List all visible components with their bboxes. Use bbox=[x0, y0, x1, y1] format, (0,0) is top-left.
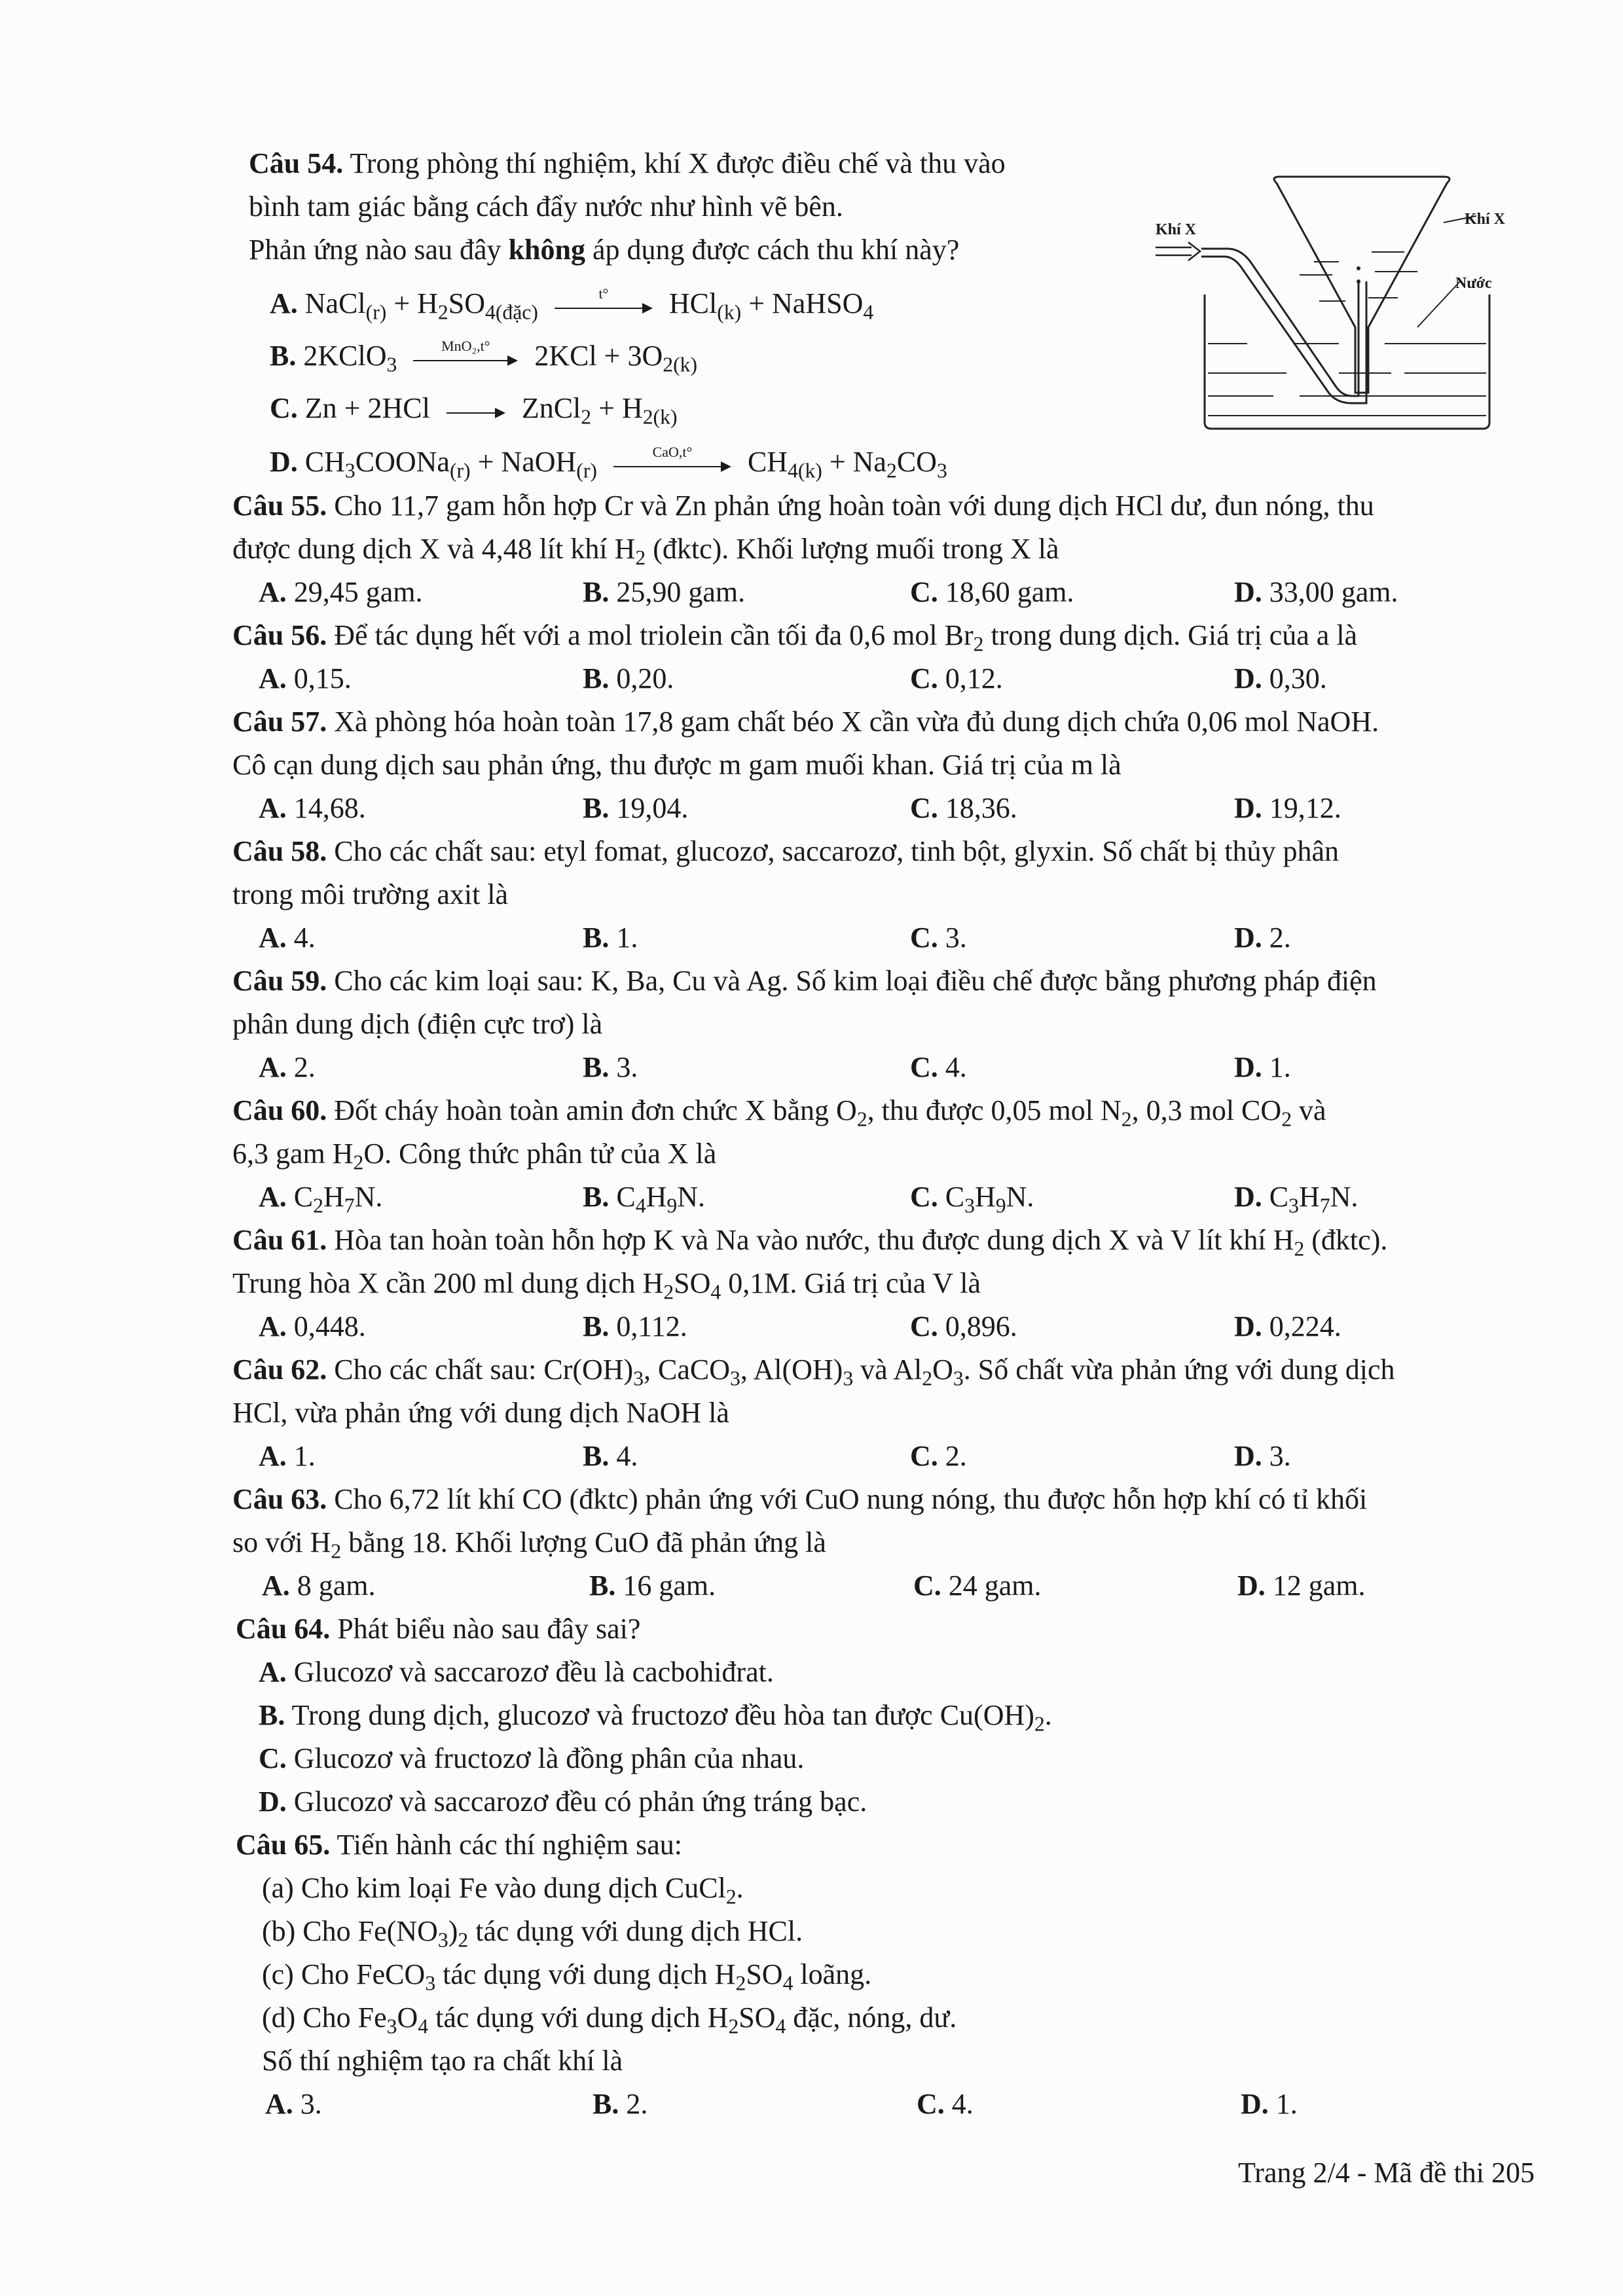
reaction-arrow-icon: t° bbox=[555, 293, 653, 319]
q60-option-a: A. $C_2H_7N$. bbox=[259, 1181, 383, 1217]
q58-option-c: C. 3. bbox=[910, 922, 967, 954]
apparatus-illustration bbox=[1142, 164, 1509, 439]
q61-option-c: C. 0,896. bbox=[910, 1310, 1017, 1342]
q60-number: Câu 60. bbox=[232, 1094, 327, 1126]
q57-option-c: C. 18,36. bbox=[910, 792, 1017, 824]
q54-option-a: A. NaCl$_{(r)}$ + $H_2SO_{4(đặc)}$ t° HCl$_{(k)}$ + NaHSO$_4$ bbox=[270, 285, 874, 324]
q61-number: Câu 61. bbox=[232, 1224, 327, 1256]
reaction-arrow-icon: CaO,t° bbox=[613, 452, 731, 478]
q56-option-d: D. 0,30. bbox=[1234, 662, 1327, 694]
q55-option-c: C. 18,60 gam. bbox=[910, 576, 1074, 608]
q56-option-b: B. 0,20. bbox=[583, 662, 674, 694]
q54-line1: Câu 54. Trong phòng thí nghiệm, khí X được điều chế và thu vào bbox=[249, 147, 1006, 179]
q63-option-d: D. 12 gam. bbox=[1237, 1570, 1366, 1602]
q59-option-a: A. 2. bbox=[259, 1051, 316, 1083]
q64-number: Câu 64. bbox=[236, 1613, 331, 1645]
q61-option-a: A. 0,448. bbox=[259, 1310, 366, 1342]
q62-number: Câu 62. bbox=[232, 1354, 327, 1386]
q62-option-c: C. 2. bbox=[910, 1440, 967, 1472]
q60-line1: Câu 60. Đốt cháy hoàn toàn amin đơn chức X bằng $O_2$, thu được 0,05 mol $N_2$, 0,3 mol $CO_2$ và bbox=[232, 1094, 1326, 1131]
q55-number: Câu 55. bbox=[232, 490, 327, 522]
q64-option-a: A. Glucozơ và saccarozơ đều là cacbohiđrat. bbox=[259, 1656, 774, 1688]
q65-option-b: B. 2. bbox=[593, 2088, 648, 2120]
q62-line1: Câu 62. Cho các chất sau: $Cr(OH)_3$, CaCO$_3$, $Al(OH)_3$ và $Al_2O_3$. Số chất vừa phản ứng với dung dịch bbox=[232, 1354, 1395, 1390]
q56-option-a: A. 0,15. bbox=[259, 662, 352, 694]
q65-item-a: (a) Cho kim loại Fe vào dung dịch CuCl$_2$. bbox=[262, 1872, 744, 1909]
q63-number: Câu 63. bbox=[232, 1483, 327, 1515]
q58-option-b: B. 1. bbox=[583, 922, 638, 954]
q59-option-b: B. 3. bbox=[583, 1051, 638, 1083]
q62-option-d: D. 3. bbox=[1234, 1440, 1291, 1472]
reaction-arrow-icon bbox=[447, 398, 505, 424]
q58-line2: trong môi trường axit là bbox=[232, 878, 509, 910]
q59-option-d: D. 1. bbox=[1234, 1051, 1291, 1083]
q60-line2: 6,3 gam $H_2O$. Công thức phân tử của X là bbox=[232, 1138, 717, 1174]
q63-line1: Câu 63. Cho 6,72 lít khí CO (đktc) phản ứng với CuO nung nóng, thu được hỗn hợp khí có tỉ khối bbox=[232, 1483, 1368, 1515]
q54-option-c: C. Zn + 2HCl ZnCl$_2$ + $H_{2(k)}$ bbox=[270, 392, 678, 429]
q65-item-c: (c) Cho FeCO$_3$ tác dụng với dung dịch $H_2SO_4$ loãng. bbox=[262, 1958, 872, 1995]
q57-number: Câu 57. bbox=[232, 706, 327, 738]
q56-option-c: C. 0,12. bbox=[910, 662, 1003, 694]
q54-option-d: D. $CH_3COONa_{(r)}$ + NaOH$_{(r)}$ CaO,t° $CH_{4(k)} + Na_2CO_3$ bbox=[270, 443, 947, 482]
q59-number: Câu 59. bbox=[232, 965, 327, 997]
reaction-arrow-icon: MnO₂,t° bbox=[413, 346, 518, 372]
q58-line1: Câu 58. Cho các chất sau: etyl fomat, glucozơ, saccarozơ, tinh bột, glyxin. Số chất bị thủy phân bbox=[232, 835, 1340, 867]
q65-option-d: D. 1. bbox=[1241, 2088, 1298, 2120]
q55-option-b: B. 25,90 gam. bbox=[583, 576, 746, 608]
q60-option-c: C. $C_3H_9N$. bbox=[910, 1181, 1034, 1217]
gas-collection-diagram bbox=[1142, 164, 1509, 439]
q63-option-a: A. 8 gam. bbox=[262, 1570, 376, 1602]
q59-line2: phân dung dịch (điện cực trơ) là bbox=[232, 1008, 603, 1040]
page-footer: Trang 2/4 - Mã đề thi 205 bbox=[1237, 2157, 1535, 2189]
q65-item-b: (b) Cho $Fe(NO_3)_2$ tác dụng với dung dịch HCl. bbox=[262, 1915, 803, 1952]
q65-prompt: Số thí nghiệm tạo ra chất khí là bbox=[262, 2045, 623, 2077]
q61-option-b: B. 0,112. bbox=[583, 1310, 687, 1342]
q57-option-b: B. 19,04. bbox=[583, 792, 689, 824]
q59-option-c: C. 4. bbox=[910, 1051, 967, 1083]
q55-line1: Câu 55. Cho 11,7 gam hỗn hợp Cr và Zn phản ứng hoàn toàn với dung dịch HCl dư, đun nóng, thu bbox=[232, 490, 1374, 522]
q65-number: Câu 65. bbox=[236, 1829, 331, 1861]
q61-line1: Câu 61. Hòa tan hoàn toàn hỗn hợp K và Na vào nước, thu được dung dịch X và V lít khí $H_2$ (đktc). bbox=[232, 1224, 1388, 1261]
q58-option-a: A. 4. bbox=[259, 922, 316, 954]
q64-option-b: B. Trong dung dịch, glucozơ và fructozơ đều hòa tan được $Cu(OH)_2$. bbox=[259, 1699, 1052, 1736]
q65-option-a: A. 3. bbox=[265, 2088, 322, 2120]
q64-option-c: C. Glucozơ và fructozơ là đồng phân của nhau. bbox=[259, 1742, 805, 1774]
q64-line1: Câu 64. Phát biểu nào sau đây sai? bbox=[236, 1613, 641, 1645]
q63-option-b: B. 16 gam. bbox=[589, 1570, 716, 1602]
q65-item-d: (d) Cho $Fe_3O_4$ tác dụng với dung dịch $H_2SO_4$ đặc, nóng, dư. bbox=[262, 2001, 957, 2038]
q54-line2: bình tam giác bằng cách đẩy nước như hình vẽ bên. bbox=[249, 190, 843, 223]
q59-line1: Câu 59. Cho các kim loại sau: K, Ba, Cu và Ag. Số kim loại điều chế được bằng phương pháp điện bbox=[232, 965, 1377, 997]
q57-option-d: D. 19,12. bbox=[1234, 792, 1341, 824]
q60-option-b: B. $C_4H_9N$. bbox=[583, 1181, 705, 1217]
q56-line1: Câu 56. Để tác dụng hết với a mol triolein cần tối đa 0,6 mol $Br_2$ trong dung dịch. Giá trị của a là bbox=[232, 619, 1358, 656]
q56-number: Câu 56. bbox=[232, 619, 327, 651]
q57-option-a: A. 14,68. bbox=[259, 792, 366, 824]
q58-number: Câu 58. bbox=[232, 835, 327, 867]
q54-line3: Phản ứng nào sau đây không áp dụng được cách thu khí này? bbox=[249, 234, 960, 266]
q62-option-a: A. 1. bbox=[259, 1440, 316, 1472]
q61-line2: Trung hòa X cần 200 ml dung dịch $H_2SO_4$ 0,1M. Giá trị của V là bbox=[232, 1267, 981, 1304]
q57-line1: Câu 57. Xà phòng hóa hoàn toàn 17,8 gam chất béo X cần vừa đủ dung dịch chứa 0,06 mol NaOH. bbox=[232, 706, 1379, 738]
q60-option-d: D. $C_3H_7N$. bbox=[1234, 1181, 1359, 1217]
q63-option-c: C. 24 gam. bbox=[913, 1570, 1042, 1602]
q63-line2: so với $H_2$ bằng 18. Khối lượng CuO đã phản ứng là bbox=[232, 1526, 826, 1563]
q54-number: Câu 54. bbox=[249, 147, 344, 179]
q65-option-c: C. 4. bbox=[917, 2088, 974, 2120]
q61-option-d: D. 0,224. bbox=[1234, 1310, 1341, 1342]
q58-option-d: D. 2. bbox=[1234, 922, 1291, 954]
gas-out-label: Khí X bbox=[1465, 211, 1506, 228]
q62-line2: HCl, vừa phản ứng với dung dịch NaOH là bbox=[232, 1397, 729, 1429]
q64-option-d: D. Glucozơ và saccarozơ đều có phản ứng tráng bạc. bbox=[259, 1785, 867, 1818]
q55-line2: được dung dịch X và 4,48 lít khí $H_2$ (đktc). Khối lượng muối trong X là bbox=[232, 533, 1059, 569]
q54-option-b: B. 2KClO$_3$ MnO₂,t° $2KCl + 3O_{2(k)}$ bbox=[270, 337, 698, 376]
q65-line1: Câu 65. Tiến hành các thí nghiệm sau: bbox=[236, 1829, 682, 1861]
q55-option-a: A. 29,45 gam. bbox=[259, 576, 423, 608]
q57-line2: Cô cạn dung dịch sau phản ứng, thu được m gam muối khan. Giá trị của m là bbox=[232, 749, 1122, 781]
q62-option-b: B. 4. bbox=[583, 1440, 638, 1472]
q55-option-d: D. 33,00 gam. bbox=[1234, 576, 1398, 608]
gas-in-label: Khí X bbox=[1156, 221, 1197, 238]
water-label: Nước bbox=[1455, 275, 1492, 292]
